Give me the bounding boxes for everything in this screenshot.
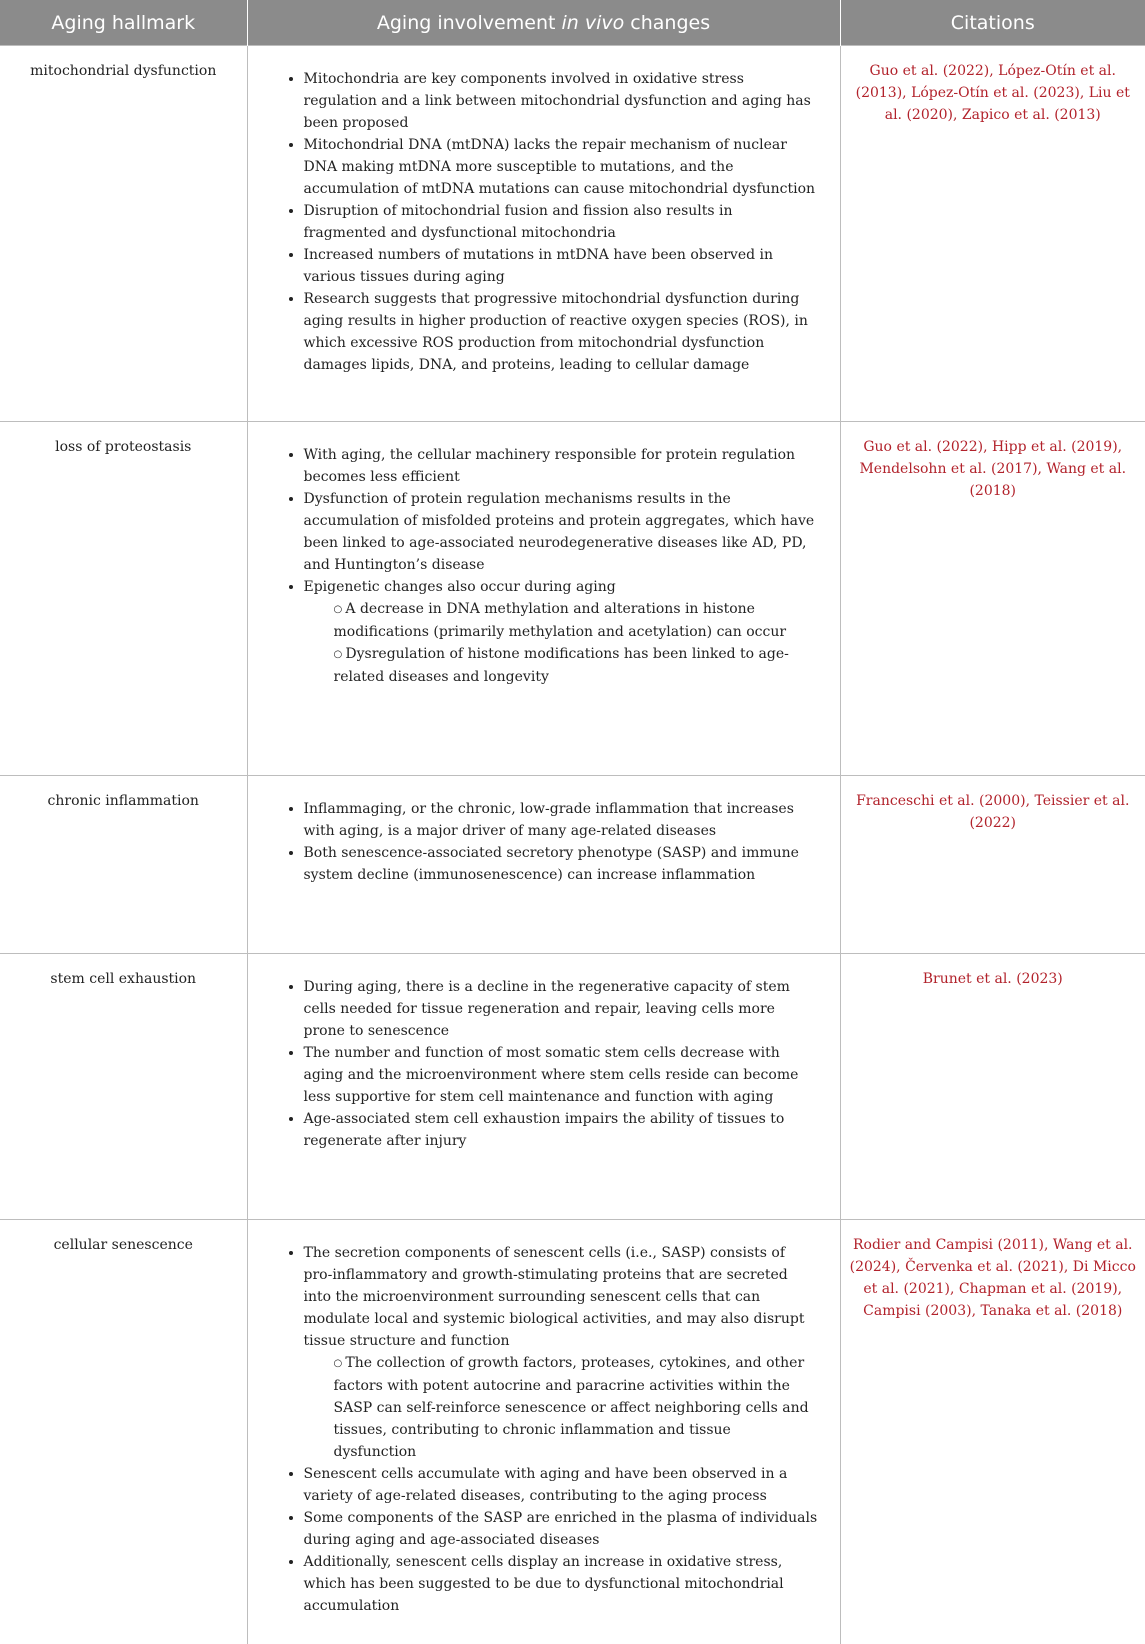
list-item-text: Age-associated stem cell exhaustion impairs the ability of tissues to regenerate after injury [304,1111,785,1149]
citations-cell: Guo et al. (2022), Hipp et al. (2019), Mendelsohn et al. (2017), Wang et al. (2018) [840,422,1145,776]
list-item [304,842,818,886]
citations-cell: Rodier and Campisi (2011), Wang et al. (2024), Červenka et al. (2021), Di Micco et al. (2021), Chapman et al. (2019), Campisi (2003), Tanaka et al. (2018) [840,1220,1145,1644]
header-changes-italic: in vivo [561,12,624,34]
table-row [0,954,1145,1220]
list-item [304,200,818,244]
list-item-text: Mitochondria are key components involved in oxidative stress regulation and a link between mitochondrial dysfunction and aging has been proposed [304,71,811,131]
changes-cell [247,954,840,1220]
header-hallmark: Aging hallmark [0,0,247,46]
list-item-text: Some components of the SASP are enriched in the plasma of individuals during aging and age-associated diseases [304,1510,818,1548]
list-item-text: Mitochondrial DNA (mtDNA) lacks the repair mechanism of nuclear DNA making mtDNA more susceptible to mutations, and the accumulation of mtDNA mutations can cause mitochondrial dysfunction [304,137,816,197]
changes-list [280,444,818,688]
sub-list [304,1352,818,1463]
list-item [304,798,818,842]
changes-cell [247,46,840,422]
sub-list [304,598,818,688]
sub-list-item: ○ The collection of growth factors, proteases, cytokines, and other factors with potent autocrine and paracrine activities within the SASP can self-reinforce senescence or affect neighboring cells and tissues, contributing to chronic inflammation and tissue dysfunction [334,1352,818,1463]
list-item-text: During aging, there is a decline in the regenerative capacity of stem cells needed for tissue regeneration and repair, leaving cells more prone to senescence [304,979,790,1039]
list-item-text: The number and function of most somatic stem cells decrease with aging and the microenvironment where stem cells reside can become less supportive for stem cell maintenance and function with aging [304,1045,799,1105]
table-row [0,776,1145,954]
changes-list [280,798,818,886]
list-item [304,244,818,288]
list-item [304,1042,818,1108]
changes-cell [247,422,840,776]
citations-cell: Franceschi et al. (2000), Teissier et al. (2022) [840,776,1145,954]
table-header [0,0,1145,46]
list-item [304,134,818,200]
list-item [304,1507,818,1551]
changes-list [280,976,818,1152]
list-item-text: With aging, the cellular machinery responsible for protein regulation becomes less efficient [304,447,796,485]
sub-list-item: ○ A decrease in DNA methylation and alterations in histone modifications (primarily methylation and acetylation) can occur [334,598,818,643]
hallmark-cell: loss of proteostasis [0,422,247,776]
list-item-text: The secretion components of senescent cells (i.e., SASP) consists of pro-inflammatory and growth-stimulating proteins that are secreted into the microenvironment surrounding senescent cells that can modulate local and systemic biological activities, and may also disrupt tissue structure and function [304,1245,805,1349]
header-changes [247,0,840,46]
changes-cell [247,776,840,954]
list-item [304,1463,818,1507]
list-item [304,1551,818,1617]
hallmark-cell: chronic inflammation [0,776,247,954]
list-item-text: Research suggests that progressive mitochondrial dysfunction during aging results in higher production of reactive oxygen species (ROS), in which excessive ROS production from mitochondrial dysfunction damages lipids, DNA, and proteins, leading to cellular damage [304,291,808,373]
hallmark-cell: stem cell exhaustion [0,954,247,1220]
list-item-text: Inflammaging, or the chronic, low-grade inflammation that increases with aging, is a major driver of many age-related diseases [304,801,794,839]
list-item [304,976,818,1042]
changes-list [280,68,818,376]
list-item [304,488,818,576]
header-changes-suffix: changes [624,12,710,34]
hallmark-cell: cellular senescence [0,1220,247,1644]
citations-cell: Guo et al. (2022), López-Otín et al. (2013), López-Otín et al. (2023), Liu et al. (2020), Zapico et al. (2013) [840,46,1145,422]
header-citations: Citations [840,0,1145,46]
list-item-text: Disruption of mitochondrial fusion and fission also results in fragmented and dysfunctional mitochondria [304,203,733,241]
list-item [304,1108,818,1152]
table-row [0,422,1145,776]
list-item [304,68,818,134]
changes-cell [247,1220,840,1644]
citations-cell: Brunet et al. (2023) [840,954,1145,1220]
header-changes-prefix: Aging involvement [377,12,562,34]
header-row [0,0,1145,46]
sub-list-item: ○ Dysregulation of histone modifications has been linked to age-related diseases and longevity [334,643,818,688]
list-item-text: Senescent cells accumulate with aging and have been observed in a variety of age-related diseases, contributing to the aging process [304,1466,788,1504]
list-item [304,288,818,376]
list-item-text: Additionally, senescent cells display an increase in oxidative stress, which has been suggested to be due to dysfunctional mitochondrial accumulation [304,1554,784,1614]
table-body [0,46,1145,1644]
table-row [0,1220,1145,1644]
list-item [304,576,818,688]
list-item-text: Dysfunction of protein regulation mechanisms results in the accumulation of misfolded proteins and protein aggregates, which have been linked to age-associated neurodegenerative diseases like AD, PD, and Huntington’s disease [304,491,815,573]
hallmark-cell: mitochondrial dysfunction [0,46,247,422]
list-item-text: Increased numbers of mutations in mtDNA have been observed in various tissues during aging [304,247,774,285]
list-item-text: Both senescence-associated secretory phenotype (SASP) and immune system decline (immunosenescence) can increase inflammation [304,845,799,883]
list-item-text: Epigenetic changes also occur during aging [304,579,616,595]
table-row [0,46,1145,422]
list-item [304,444,818,488]
